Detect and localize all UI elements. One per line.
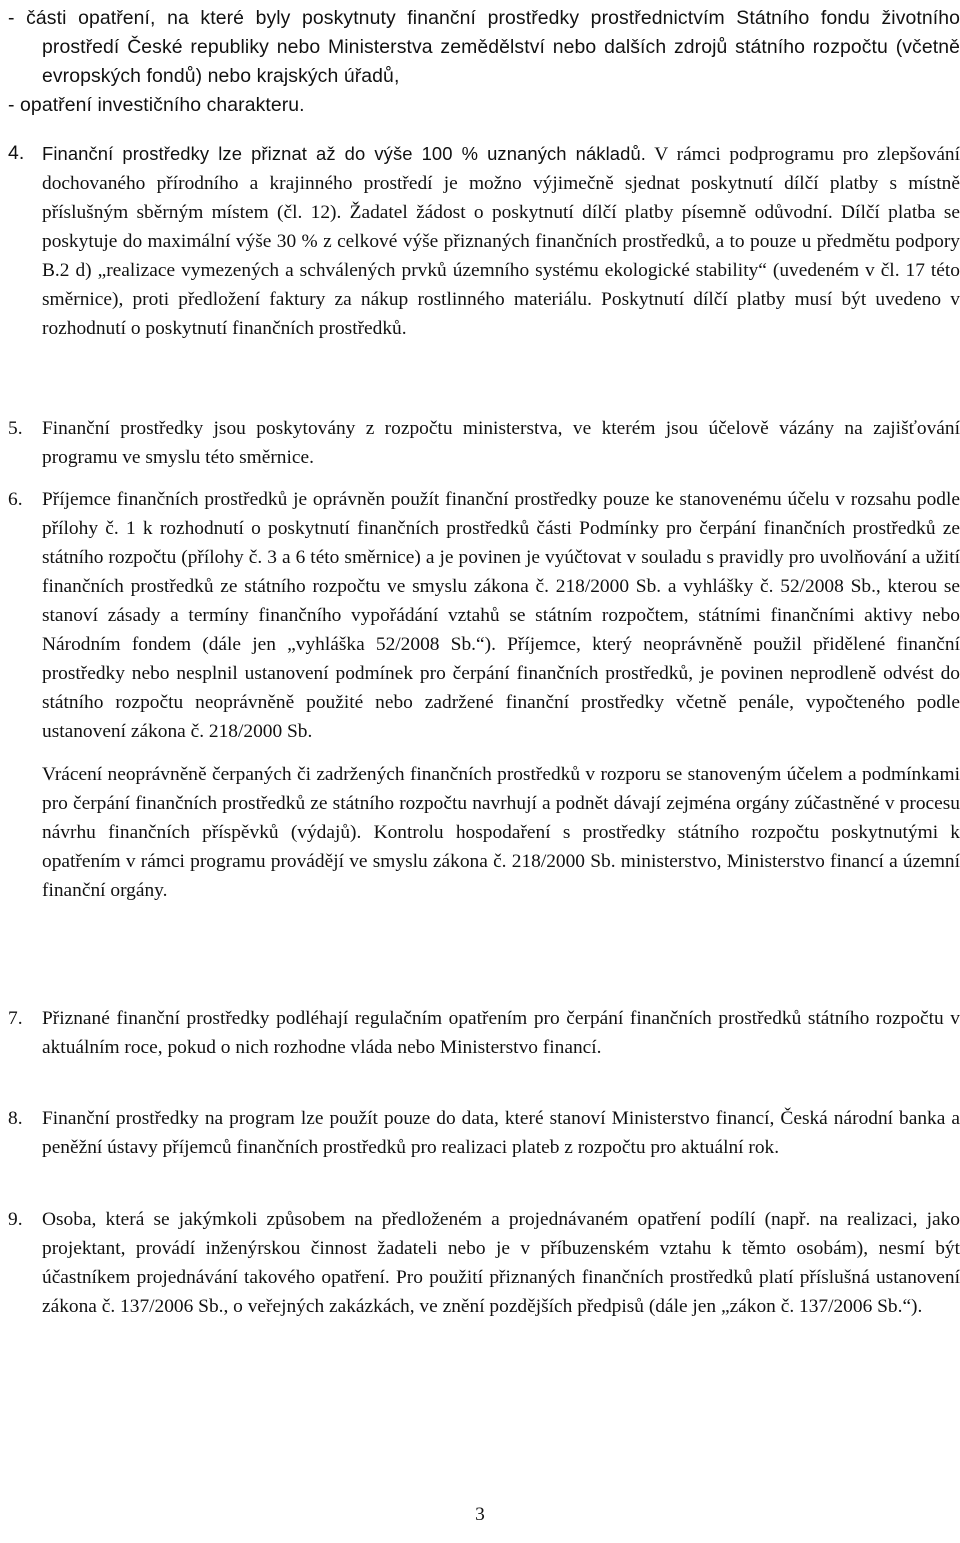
list-item-6 (8, 485, 960, 905)
item-number: 4. (8, 142, 25, 164)
item-7-text: Přiznané finanční prostředky podléhají regulačním opatřením pro čerpání finančních prostředků státního rozpočtu v aktuálním roce, pokud o nich rozhodne vláda nebo Ministerstvo financí. (42, 1008, 960, 1058)
intro-bullet-2 (8, 91, 960, 120)
list-item-9 (8, 1205, 960, 1321)
item-4-sans-text: Finanční prostředky lze přiznat až do výše 100 % uznaných nákladů. (42, 143, 646, 164)
item-number: 7. (8, 1008, 23, 1029)
item-number: 9. (8, 1209, 23, 1230)
intro-bullet-1-text: - části opatření, na které byly poskytnuty finanční prostředky prostřednictvím Státního fondu životního prostředí České republiky nebo Ministerstva zemědělství nebo dalších zdrojů státního rozpočtu (včetně evropských fondů) nebo krajských úřadů, (8, 7, 960, 87)
intro-bullet-2-text: - opatření investičního charakteru. (8, 94, 305, 116)
item-number: 8. (8, 1108, 23, 1129)
intro-bullet-1 (8, 4, 960, 91)
item-6-text-2: Vrácení neoprávněně čerpaných či zadržených finančních prostředků v rozporu se stanoveným účelem a podmínkami pro čerpání finančních prostředků ze státního rozpočtu navrhují a podnět dávají zejména orgány zúčastněné v procesu návrhu finančních příspěvků (výdajů). Kontrolu hospodaření s prostředky státního rozpočtu poskytnutými k opatřením v rámci programu provádějí ve smyslu zákona č. 218/2000 Sb. ministerstvo, Ministerstvo financí a územní finanční orgány. (42, 764, 960, 901)
item-6-text: Příjemce finančních prostředků je oprávněn použít finanční prostředky pouze ke stanovenému účelu v rozsahu podle přílohy č. 1 k rozhodnutí o poskytnutí finančních prostředků části Podmínky pro čerpání finančních prostředků ze státního rozpočtu (přílohy č. 3 a 6 této směrnice) a je povinen je vyúčtovat v souladu s pravidly pro uvolňování a užití finančních prostředků ze státního rozpočtu ve smyslu zákona č. 218/2000 Sb. a vyhlášky č. 52/2008 Sb., kterou se stanoví zásady a termíny finančního vypořádání vztahů se státním rozpočtem, státními finančními aktivy nebo Národním fondem (dále jen „vyhláška 52/2008 Sb.“). Příjemce, který neoprávněně použil přidělené finanční prostředky nebo nesplnil ustanovení podmínek pro čerpání finančních prostředků, je povinen neprodleně odvést do státního rozpočtu neoprávněně použité nebo zadržené finanční prostředky včetně penále, vypočteného podle ustanovení zákona č. 218/2000 Sb. (42, 489, 960, 742)
list-item-4 (8, 139, 960, 343)
item-5-text: Finanční prostředky jsou poskytovány z rozpočtu ministerstva, ve kterém jsou účelově vázány na zajišťování programu ve smyslu této směrnice. (42, 418, 960, 468)
list-item-5 (8, 414, 960, 472)
list-item-8 (8, 1104, 960, 1162)
item-8-text: Finanční prostředky na program lze použít pouze do data, které stanoví Ministerstvo financí, Česká národní banka a peněžní ústavy příjemců finančních prostředků pro realizaci plateb z rozpočtu pro aktuální rok. (42, 1108, 960, 1158)
item-9-text: Osoba, která se jakýmkoli způsobem na předloženém a projednávaném opatření podílí (např. na realizaci, jako projektant, provádí inženýrskou činnost žadateli nebo je v příbuzenském vztahu k těmto osobám), nesmí být účastníkem projednávání takového opatření. Pro použití přiznaných finančních prostředků platí příslušná ustanovení zákona č. 137/2006 Sb., o veřejných zakázkách, ve znění pozdějších předpisů (dále jen „zákon č. 137/2006 Sb.“). (42, 1209, 960, 1317)
item-number: 5. (8, 418, 23, 439)
item-4-text (42, 139, 960, 343)
item-4-serif-text: V rámci podprogramu pro zlepšování dochovaného přírodního a krajinného prostředí je možno výjimečně sjednat poskytnutí dílčí platby s místně příslušným sběrným místem (čl. 12). Žadatel žádost o poskytnutí dílčí platby písemně odůvodní. Dílčí platba se poskytuje do maximální výše 30 % z celkové výše přiznaných finančních prostředků, a to pouze u předmětu podpory B.2 d) „realizace vymezených a schválených prvků územního systému ekologické stability“ (uvedeném v čl. 17 této směrnice), proti předložení faktury za nákup rostlinného materiálu. Poskytnutí dílčí platby musí být uvedeno v rozhodnutí o poskytnutí finančních prostředků. (42, 144, 960, 339)
list-item-7 (8, 1004, 960, 1062)
page-number: 3 (475, 1504, 485, 1525)
item-number: 6. (8, 489, 23, 510)
